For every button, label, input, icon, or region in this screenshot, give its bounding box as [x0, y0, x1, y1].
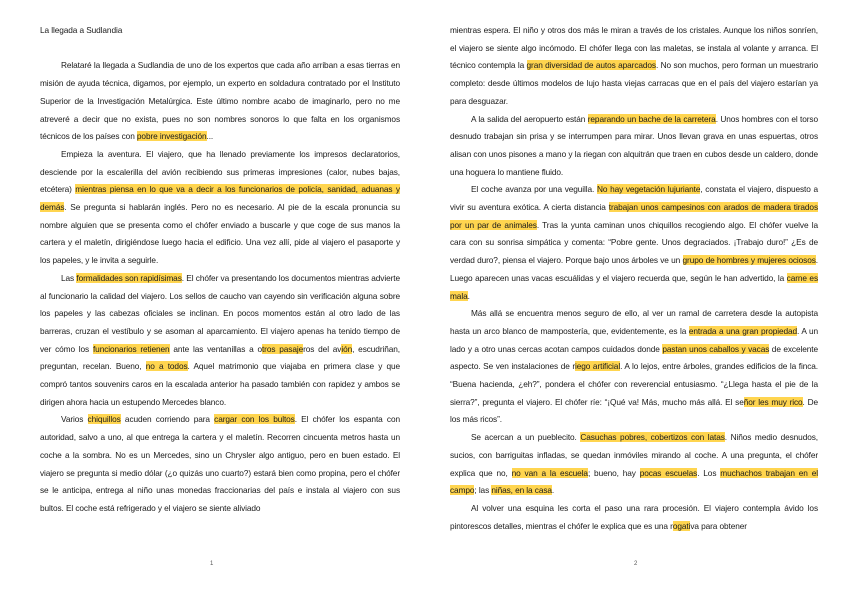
highlighted-text: formalidades son rapidísimas: [76, 272, 182, 283]
document-title: La llegada a Sudlandia: [40, 25, 123, 35]
paragraph-text: acuden corriendo para: [120, 414, 215, 425]
left-paragraphs: [40, 57, 400, 517]
highlighted-text: No hay vegetación lujuriante: [596, 184, 701, 195]
left-paragraph: [40, 57, 400, 146]
paragraph-text: ; bueno, hay: [587, 467, 640, 478]
paragraph-text: . No son muchos, pero forman un muestrario completo: desde últimos modelos de lujo hasta viejas carracas que en el país del viajero estarían ya para desguazar.: [450, 60, 818, 106]
page-left-content: [40, 22, 400, 518]
paragraph-text: Varios: [61, 414, 88, 425]
paragraph-text: Más allá se encuentra menos seguro de ello, al ver un ramal de carretera desde la autopista hasta un arco blanco de mampostería, que, evidentemente, es la: [450, 308, 818, 336]
paragraph-text: . A un lado y a otro unas cercas acotan campos cuidados donde: [450, 325, 818, 354]
highlighted-text: no van a la escuela: [511, 467, 588, 478]
paragraph-text: Empieza la aventura. El viajero, que ha llenado previamente los impresos declaratorios, desciende por la escalerilla del avión recibiendo sus primeras impresiones (calor, nubes bajas, etcétera): [40, 148, 400, 195]
highlighted-text: no a todos: [145, 361, 188, 372]
paragraph-text: . A lo lejos, entre árboles, grandes edificios de la finca. “Buena hacienda, ¿eh?”, pondera el chófer con reverencial entusiasmo. “¿Llega hasta el pie de la sierra?”, pregunta el viajero. El chófer ríe: “¡Qué va! Más, mucho más allá. El se: [450, 361, 818, 407]
paragraph-text: . Los: [697, 467, 721, 478]
highlighted-text: reparando un bache de la carretera: [587, 113, 716, 124]
highlighted-text: gran diversidad de autos aparcados: [526, 60, 656, 71]
right-paragraph: [450, 22, 818, 111]
highlighted-text: funcionarios retienen: [92, 343, 170, 354]
page-right-content: [450, 22, 818, 535]
paragraph-text: ros del av: [303, 343, 342, 354]
left-paragraph: [40, 270, 400, 412]
paragraph-text: . El chófer los espanta con autoridad, salvo a uno, al que entrega la cartera y el maletín. Recorren cincuenta metros hasta un coche a la sombra. No es un Mercedes, sino un Chrysler algo antiguo, pero en buen estado. El viajero se pregunta si medio dólar (¿o quizás uno cuarto?) estará bien como propina, pero el chófer se le anticipa, entrega al niño unas monedas fraccionarias del país e instala al viajero con sus bultos. El coche está refrigerado y el viajero se siente aliviado: [40, 414, 400, 513]
highlighted-text: carne es mala: [450, 272, 818, 301]
right-paragraph: [450, 111, 818, 182]
right-paragraph: [450, 181, 818, 305]
highlighted-text: grupo de hombres y mujeres ociosos: [682, 255, 816, 266]
highlighted-text: Casuchas pobres, cobertizos con latas: [580, 432, 725, 443]
highlighted-text: ogati: [672, 520, 691, 531]
right-paragraphs: [450, 22, 818, 535]
paragraph-text: mientras espera. El niño y otros dos más le miran a través de los cristales. Aunque los niños sonríen, el viajero se siente algo incómodo. El chófer llega con las maletas, se instala al volante y arranca. El técnico contempla la: [450, 25, 818, 71]
paragraph-text: . Se pregunta si hablarán inglés. Pero no es necesario. Al pie de la escala pronuncia su nombre alguien que se presenta como el chófer enviado a buscarle y que coge de sus manos la cartera y el maletín, dirigiéndose luego hacia el edificio. Una vez allí, pide al viajero el pasaporte y los papeles, y le invita a seguirle.: [40, 202, 400, 266]
highlighted-text: muchachos trabajan en el campo: [450, 467, 818, 496]
paragraph-text: va para obtener: [690, 520, 747, 531]
highlighted-text: cargar con los bultos: [214, 414, 295, 425]
highlighted-text: ñor les muy rico: [743, 396, 803, 407]
paragraph-text: . El chófer va presentando los documentos mientras advierte al funcionario la calidad del viajero. Los sellos de caucho van cayendo sin verificación alguna sobre los papeles y las cabezas oficiales se inclinan. En pocos momentos están al otro lado de las barreras, cruzan el vestíbulo y se asoman al aparcamiento. El viajero apenas ha tenido tiempo de ver cómo los: [40, 272, 400, 354]
paragraph-text: . Luego aparecen unas vacas escuálidas y el viajero recuerda que, según le han advertido, la: [450, 255, 818, 283]
highlighted-text: entrada a una gran propiedad: [688, 325, 798, 336]
paragraph-text: . Aquel matrimonio que viajaba en primera clase y que compró tantos souvenirs caros en la escalada anterior ha pasado también con rapidez y ambos se dirigen ahora hacia un estupendo Mercedes blanco.: [40, 361, 401, 407]
highlighted-text: pocas escuelas: [639, 467, 698, 478]
page-right: [424, 0, 848, 599]
highlighted-text: pastan unos caballos y vacas: [662, 343, 770, 354]
highlighted-text: mientras piensa en lo que va a decir a los funcionarios de policía, sanidad, aduanas y demás: [40, 184, 400, 213]
paragraph-text: . De los más ricos”.: [450, 396, 818, 425]
paragraph-text: . Unos hombres con el torso desnudo trabajan sin prisa y se interrumpen para mirar. Unos llevan grava en unas espuertas, otros alisan con unos pisones a mano y la riegan con alquitrán que traen en cubos desde un caldero, donde una hoguera lo mantiene fluido.: [450, 113, 818, 177]
paragraph-text: ; las: [474, 485, 492, 496]
highlighted-text: iego artificial: [575, 361, 621, 372]
paragraph-text: Al volver una esquina les corta el paso una rara procesión. El viajero contempla ávido los pintorescos detalles, mientras el chófer le explica que es una r: [450, 502, 818, 531]
paragraph-text: . Tras la yunta caminan unos chiquillos recogiendo algo. El chófer vuelve la cara con su sonrisa simpática y comenta: “Pobre gente. Unos degraciados. ¡Trabajo duro!” ¿Es de verdad duro?, piensa el viajero. Porque bajo unos árboles ve un: [450, 219, 818, 266]
paragraph-text: Las: [61, 272, 77, 283]
paragraph-text: ...: [206, 131, 214, 142]
paragraph-text: ante las ventanillas a o: [169, 343, 262, 354]
paragraph-text: de excelente aspecto. Se ven instalaciones de r: [450, 343, 818, 372]
highlighted-text: trabajan unos campesinos con arados de madera tirados por un par de animales: [450, 202, 818, 230]
paragraph-text: El coche avanza por una veguilla.: [471, 184, 597, 195]
left-paragraph: [40, 411, 400, 517]
highlighted-text: tros pasaje: [261, 343, 304, 354]
highlighted-text: pobre investigación: [136, 131, 207, 142]
highlighted-text: ión: [341, 343, 353, 354]
paragraph-text: , constata el viajero, dispuesto a vivir su aventura exótica. A cierta distancia: [450, 184, 818, 213]
paragraph-text: , escudriñan, preguntan, recelan. Bueno,: [40, 343, 400, 372]
page-number-left: 1: [210, 561, 214, 567]
right-paragraph: [450, 305, 818, 429]
highlighted-text: niñas, en la casa: [491, 485, 552, 496]
right-paragraph: [450, 500, 818, 535]
paragraph-text: Se acercan a un pueblecito.: [471, 432, 581, 443]
right-paragraph: [450, 429, 818, 500]
left-paragraph: [40, 146, 400, 270]
paragraph-text: .: [467, 290, 470, 301]
highlighted-text: chiquillos: [87, 414, 121, 425]
paragraph-text: Relataré la llegada a Sudlandia de uno de los expertos que cada año arriban a esas tierras en misión de ayuda técnica, digamos, por ejemplo, un experto en soldadura contratado por el Instituto Superior de la Investigación Metalúrgica. Este último nombre acabo de imaginarlo, pero no me atreveré a decir que no exista, pues no son nombres sonoros lo que falta en los organismos técnicos de los países con: [40, 60, 400, 142]
paragraph-text: .: [551, 485, 555, 496]
paragraph-text: A la salida del aeropuerto están: [471, 113, 588, 124]
page-number-right: 2: [634, 561, 638, 567]
paragraph-text: . Niños medio desnudos, sucios, con barriguitas infladas, se quedan inmóviles mirando al coche. A una pregunta, el chófer explica que no,: [450, 432, 818, 478]
